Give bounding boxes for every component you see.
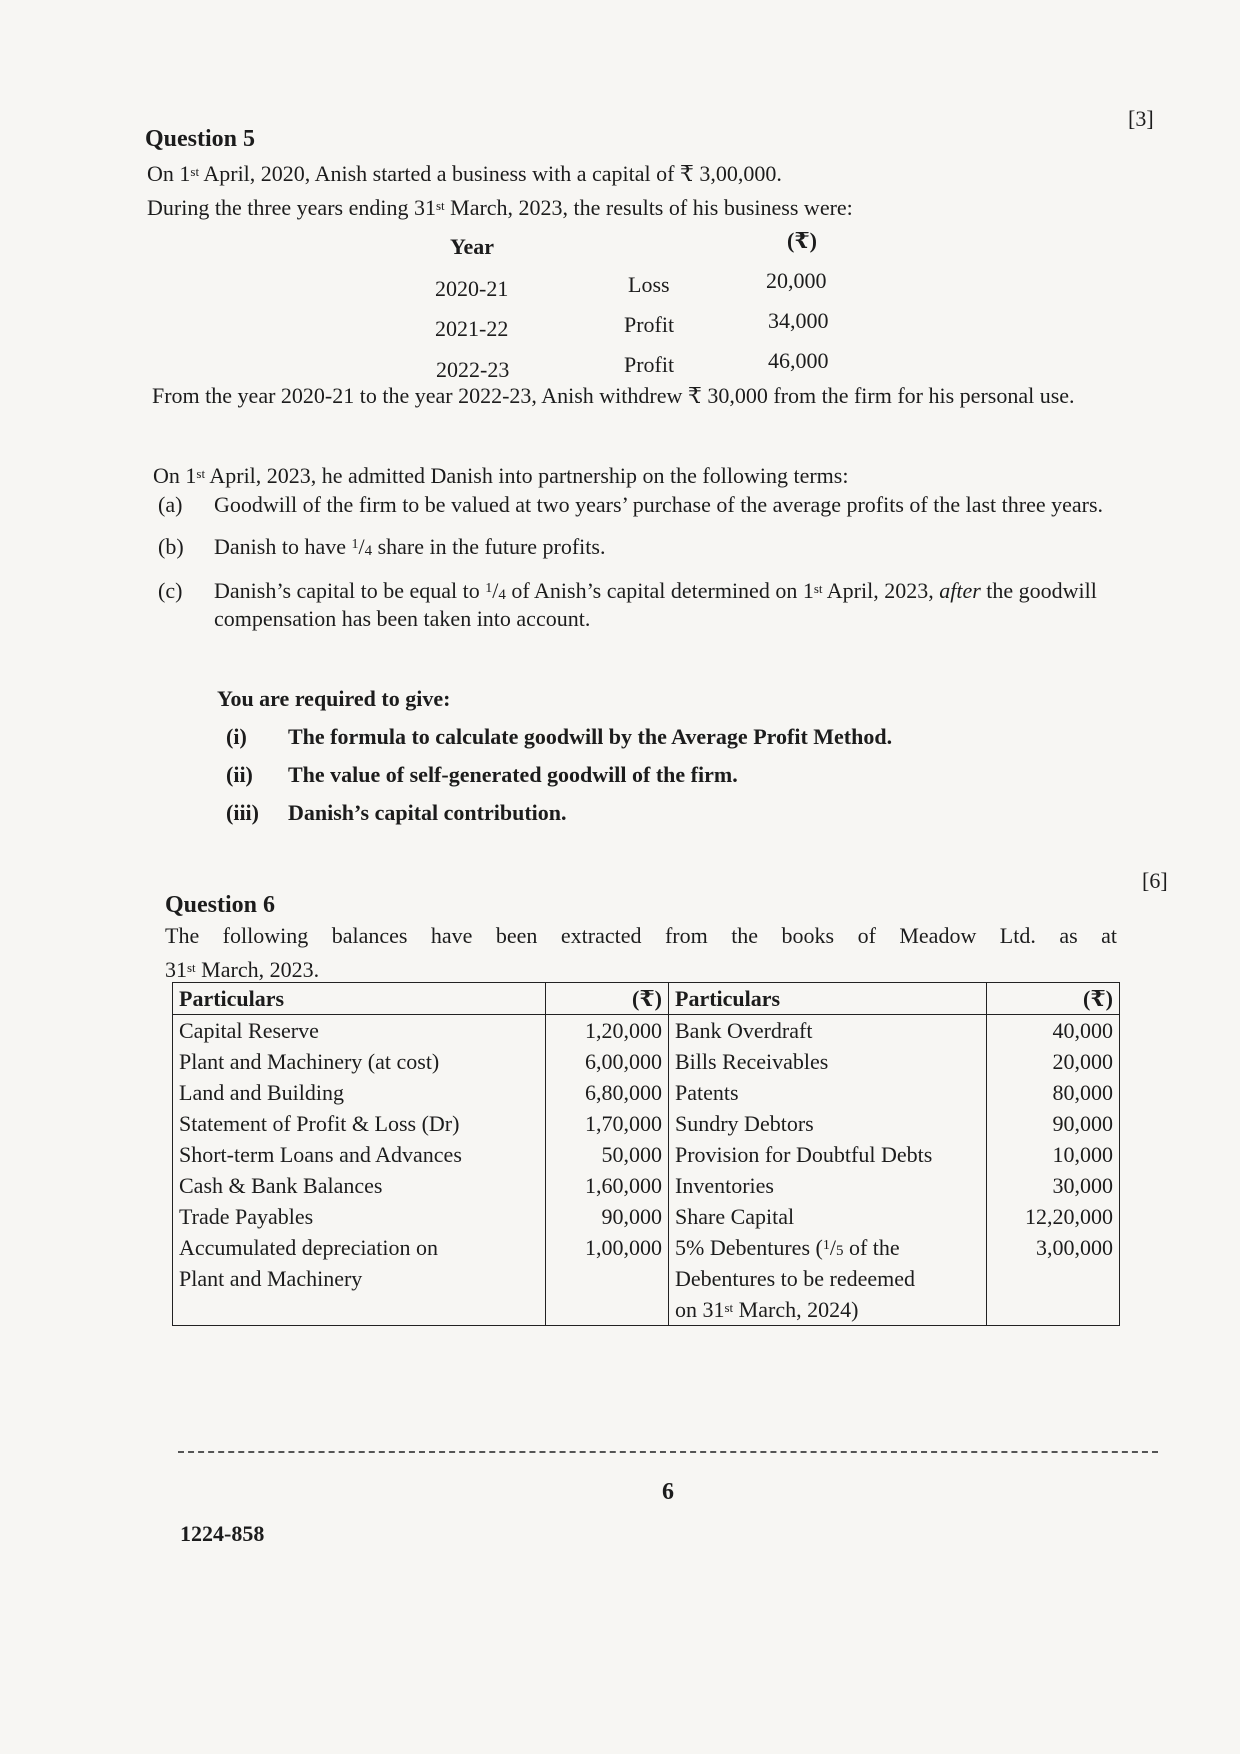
q5-intro-line1: On 1st April, 2020, Anish started a business with a capital of ₹ 3,00,000.: [147, 161, 782, 186]
term-a: (a) Goodwill of the firm to be valued at two years’ purchase of the average profits of the last three years.: [158, 492, 1104, 517]
left-particular: Accumulated depreciation on: [179, 1235, 439, 1260]
result-type: Profit: [624, 352, 675, 377]
right-particular: Inventories: [675, 1173, 774, 1198]
right-particular: Bank Overdraft: [675, 1018, 813, 1043]
left-amount: [552, 1263, 662, 1294]
required-heading: You are required to give:: [217, 686, 451, 711]
required-list: [226, 724, 892, 826]
question5-title: Question 5: [145, 126, 256, 152]
right-particular: Bills Receivables: [675, 1049, 829, 1074]
results-header-amount: (₹): [787, 228, 817, 253]
left-particulars-column: [173, 1015, 546, 1326]
required-item: (iii) Danish’s capital contribution.: [226, 800, 567, 825]
right-amount: 80,000: [1052, 1080, 1113, 1105]
balances-table: [172, 982, 1120, 1326]
right-amount: 12,20,000: [1025, 1204, 1113, 1229]
q5-withdraw-text: From the year 2020-21 to the year 2022-23, Anish withdrew ₹ 30,000 from the firm for his personal use.: [152, 383, 1075, 408]
result-year: 2022-23: [436, 357, 510, 382]
q5-admission-text: On 1st April, 2023, he admitted Danish into partnership on the following terms:: [153, 463, 849, 488]
header-particulars-right: Particulars: [669, 983, 987, 1015]
left-amount: 1,70,000: [585, 1111, 662, 1136]
table-body-row: [173, 1015, 1120, 1326]
right-particular: Share Capital: [675, 1204, 795, 1229]
footer-divider: [178, 1451, 1158, 1453]
left-amount: 50,000: [601, 1142, 662, 1167]
left-particular: Short-term Loans and Advances: [179, 1142, 462, 1167]
right-amount: 30,000: [1052, 1173, 1113, 1198]
debenture-amount: 3,00,000: [1036, 1235, 1113, 1260]
left-amount: 1,00,000: [585, 1235, 662, 1260]
result-amount: 46,000: [768, 348, 829, 373]
q6-intro: The following balances have been extracted from the books of Meadow Ltd. as at: [165, 923, 1117, 948]
question6-marks: [6]: [1142, 868, 1168, 893]
right-amount: 40,000: [1052, 1018, 1113, 1043]
left-particular: Trade Payables: [179, 1204, 314, 1229]
q5-intro-line2: During the three years ending 31st March, 2023, the results of his business were:: [147, 195, 853, 220]
debenture-line2: Debentures to be redeemed: [675, 1266, 916, 1291]
left-amount-column: [546, 1015, 669, 1326]
q6-date: 31st March, 2023.: [165, 957, 320, 982]
term-c: (c) Danish’s capital to be equal to $^1$/4 of Anish’s capital determined on 1st April, 2023, after the goodwill compensation has been taken into account.: [158, 578, 1097, 631]
left-particular: Plant and Machinery: [179, 1266, 363, 1291]
right-amount: 10,000: [1052, 1142, 1113, 1167]
right-particular: Provision for Doubtful Debts: [675, 1142, 933, 1167]
result-amount: 20,000: [766, 268, 827, 293]
right-particular: Sundry Debtors: [675, 1111, 814, 1136]
left-amount: 6,80,000: [585, 1080, 662, 1105]
result-type: Profit: [624, 312, 675, 337]
page-number: 6: [662, 1479, 674, 1505]
right-particular: Patents: [675, 1080, 739, 1105]
left-amount: 90,000: [601, 1204, 662, 1229]
result-year: 2020-21: [435, 276, 509, 301]
header-amount-left: (₹): [546, 983, 669, 1015]
right-amount-column: [987, 1015, 1120, 1326]
table-header-row: [173, 983, 1120, 1015]
result-type: Loss: [628, 272, 670, 297]
header-amount-right: (₹): [987, 983, 1120, 1015]
required-item: (ii) The value of self-generated goodwill of the firm.: [226, 762, 738, 787]
required-item: (i) The formula to calculate goodwill by the Average Profit Method.: [226, 724, 893, 749]
paper-code: 1224-858: [180, 1521, 265, 1546]
result-amount: 34,000: [768, 308, 829, 333]
debenture-line1: 5% Debentures ($^1$/5 of the: [675, 1235, 900, 1260]
left-particular: Statement of Profit & Loss (Dr): [179, 1111, 460, 1136]
left-particular: Plant and Machinery (at cost): [179, 1049, 440, 1074]
terms-list: [158, 491, 1118, 633]
debenture-line3: on 31st March, 2024): [675, 1297, 859, 1322]
results-header-year: Year: [450, 234, 494, 259]
left-particular: Cash & Bank Balances: [179, 1173, 383, 1198]
result-year: 2021-22: [435, 316, 509, 341]
question6-title: Question 6: [165, 892, 276, 918]
left-amount: 1,60,000: [585, 1173, 662, 1198]
right-amount: 20,000: [1052, 1049, 1113, 1074]
left-particular: Capital Reserve: [179, 1018, 319, 1043]
header-particulars-left: Particulars: [173, 983, 546, 1015]
term-b: (b) Danish to have $^1$/4 share in the future profits.: [158, 534, 606, 559]
left-amount: 1,20,000: [585, 1018, 662, 1043]
left-amount: 6,00,000: [585, 1049, 662, 1074]
question5-marks: [3]: [1128, 106, 1154, 131]
left-particular: Land and Building: [179, 1080, 344, 1105]
right-amount: 90,000: [1052, 1111, 1113, 1136]
right-particulars-column: [669, 1015, 987, 1326]
